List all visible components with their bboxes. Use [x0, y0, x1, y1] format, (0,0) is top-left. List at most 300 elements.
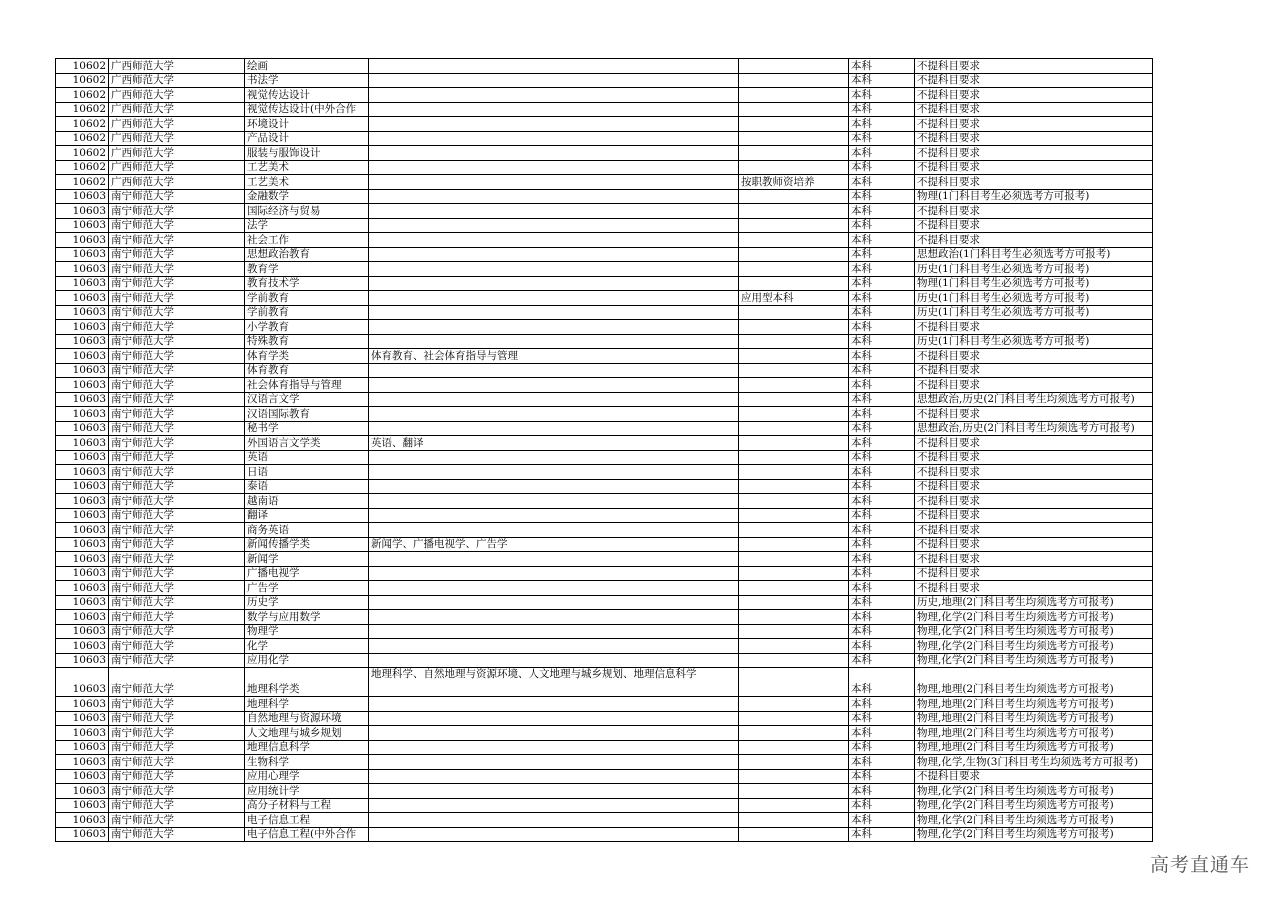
school-code-cell: 10603	[56, 262, 109, 277]
subject-requirement-cell: 物理,化学(2门科目考生均须选考方可报考)	[915, 813, 1153, 828]
school-code-cell: 10603	[56, 479, 109, 494]
school-name-cell: 南宁师范大学	[109, 378, 245, 393]
table-row	[56, 523, 1153, 538]
major-name-cell: 应用统计学	[245, 784, 369, 799]
school-code-cell: 10602	[56, 175, 109, 190]
level-cell: 本科	[849, 160, 915, 175]
remark-cell	[739, 233, 849, 248]
school-name-cell: 南宁师范大学	[109, 813, 245, 828]
included-majors-cell	[369, 421, 739, 436]
remark-cell	[739, 436, 849, 451]
school-name-cell: 南宁师范大学	[109, 305, 245, 320]
included-majors-cell	[369, 175, 739, 190]
major-name-cell: 绘画	[245, 59, 369, 74]
major-name-cell: 体育教育	[245, 363, 369, 378]
major-name-cell: 汉语国际教育	[245, 407, 369, 422]
school-code-cell: 10603	[56, 668, 109, 697]
included-majors-cell	[369, 291, 739, 306]
school-name-cell: 南宁师范大学	[109, 552, 245, 567]
included-majors-cell	[369, 740, 739, 755]
remark-cell	[739, 595, 849, 610]
level-cell: 本科	[849, 117, 915, 132]
included-majors-cell	[369, 784, 739, 799]
subject-requirement-cell: 不提科目要求	[915, 450, 1153, 465]
level-cell: 本科	[849, 88, 915, 103]
school-code-cell: 10603	[56, 508, 109, 523]
table-row	[56, 494, 1153, 509]
remark-cell	[739, 639, 849, 654]
subject-requirement-cell: 不提科目要求	[915, 465, 1153, 480]
school-name-cell: 南宁师范大学	[109, 784, 245, 799]
included-majors-cell	[369, 88, 739, 103]
school-code-cell: 10603	[56, 566, 109, 581]
remark-cell	[739, 305, 849, 320]
subject-requirement-cell: 不提科目要求	[915, 508, 1153, 523]
school-code-cell: 10603	[56, 755, 109, 770]
subject-requirement-cell: 历史(1门科目考生必须选考方可报考)	[915, 291, 1153, 306]
school-name-cell: 南宁师范大学	[109, 334, 245, 349]
remark-cell	[739, 537, 849, 552]
level-cell: 本科	[849, 740, 915, 755]
major-name-cell: 电子信息工程	[245, 813, 369, 828]
major-name-cell: 数学与应用数学	[245, 610, 369, 625]
level-cell: 本科	[849, 508, 915, 523]
school-name-cell: 南宁师范大学	[109, 392, 245, 407]
subject-requirement-cell: 不提科目要求	[915, 73, 1153, 88]
school-code-cell: 10603	[56, 218, 109, 233]
school-code-cell: 10603	[56, 436, 109, 451]
school-name-cell: 广西师范大学	[109, 73, 245, 88]
school-name-cell: 南宁师范大学	[109, 639, 245, 654]
major-name-cell: 高分子材料与工程	[245, 798, 369, 813]
remark-cell	[739, 407, 849, 422]
table-row	[56, 392, 1153, 407]
table-row	[56, 566, 1153, 581]
included-majors-cell	[369, 276, 739, 291]
school-name-cell: 南宁师范大学	[109, 189, 245, 204]
level-cell: 本科	[849, 726, 915, 741]
table-row	[56, 291, 1153, 306]
level-cell: 本科	[849, 827, 915, 842]
major-name-cell: 法学	[245, 218, 369, 233]
major-name-cell: 小学教育	[245, 320, 369, 335]
table-row	[56, 479, 1153, 494]
level-cell: 本科	[849, 73, 915, 88]
remark-cell	[739, 479, 849, 494]
remark-cell	[739, 204, 849, 219]
subject-requirement-cell: 不提科目要求	[915, 320, 1153, 335]
school-name-cell: 南宁师范大学	[109, 247, 245, 262]
remark-cell	[739, 581, 849, 596]
major-name-cell: 学前教育	[245, 291, 369, 306]
subject-requirement-cell: 物理,化学(2门科目考生均须选考方可报考)	[915, 610, 1153, 625]
level-cell: 本科	[849, 407, 915, 422]
included-majors-cell	[369, 711, 739, 726]
school-code-cell: 10603	[56, 523, 109, 538]
level-cell: 本科	[849, 421, 915, 436]
subject-requirement-cell: 历史(1门科目考生必须选考方可报考)	[915, 334, 1153, 349]
major-name-cell: 物理学	[245, 624, 369, 639]
remark-cell	[739, 349, 849, 364]
included-majors-cell	[369, 639, 739, 654]
table-row	[56, 59, 1153, 74]
school-name-cell: 广西师范大学	[109, 175, 245, 190]
level-cell: 本科	[849, 262, 915, 277]
table-row	[56, 305, 1153, 320]
major-name-cell: 服装与服饰设计	[245, 146, 369, 161]
level-cell: 本科	[849, 378, 915, 393]
subject-requirement-cell: 物理(1门科目考生必须选考方可报考)	[915, 189, 1153, 204]
school-code-cell: 10602	[56, 146, 109, 161]
major-name-cell: 外国语言文学类	[245, 436, 369, 451]
remark-cell: 按职教师资培养	[739, 175, 849, 190]
included-majors-cell	[369, 204, 739, 219]
table-row	[56, 233, 1153, 248]
school-name-cell: 南宁师范大学	[109, 537, 245, 552]
remark-cell	[739, 189, 849, 204]
major-name-cell: 金融数学	[245, 189, 369, 204]
included-majors-cell	[369, 117, 739, 132]
table-row	[56, 363, 1153, 378]
school-name-cell: 南宁师范大学	[109, 624, 245, 639]
table-row	[56, 726, 1153, 741]
level-cell: 本科	[849, 218, 915, 233]
subject-requirement-cell: 不提科目要求	[915, 523, 1153, 538]
level-cell: 本科	[849, 595, 915, 610]
table-row	[56, 146, 1153, 161]
table-row	[56, 784, 1153, 799]
remark-cell	[739, 668, 849, 697]
included-majors-cell: 体育教育、社会体育指导与管理	[369, 349, 739, 364]
major-name-cell: 泰语	[245, 479, 369, 494]
subject-requirement-cell: 物理,地理(2门科目考生均须选考方可报考)	[915, 726, 1153, 741]
remark-cell	[739, 247, 849, 262]
included-majors-cell	[369, 827, 739, 842]
subject-requirement-cell: 不提科目要求	[915, 117, 1153, 132]
school-name-cell: 广西师范大学	[109, 88, 245, 103]
subject-requirement-cell: 历史(1门科目考生必须选考方可报考)	[915, 262, 1153, 277]
level-cell: 本科	[849, 436, 915, 451]
school-code-cell: 10603	[56, 639, 109, 654]
subject-requirement-cell: 思想政治,历史(2门科目考生均须选考方可报考)	[915, 392, 1153, 407]
table-row	[56, 465, 1153, 480]
level-cell: 本科	[849, 233, 915, 248]
major-name-cell: 思想政治教育	[245, 247, 369, 262]
school-name-cell: 南宁师范大学	[109, 291, 245, 306]
major-name-cell: 电子信息工程(中外合作	[245, 827, 369, 842]
subject-requirement-cell: 不提科目要求	[915, 59, 1153, 74]
included-majors-cell	[369, 581, 739, 596]
remark-cell	[739, 421, 849, 436]
table-row	[56, 581, 1153, 596]
level-cell: 本科	[849, 581, 915, 596]
major-name-cell: 视觉传达设计(中外合作	[245, 102, 369, 117]
school-name-cell: 广西师范大学	[109, 102, 245, 117]
school-name-cell: 广西师范大学	[109, 59, 245, 74]
school-code-cell: 10602	[56, 88, 109, 103]
included-majors-cell: 英语、翻译	[369, 436, 739, 451]
school-code-cell: 10603	[56, 610, 109, 625]
included-majors-cell	[369, 813, 739, 828]
included-majors-cell	[369, 131, 739, 146]
table-row	[56, 813, 1153, 828]
included-majors-cell	[369, 465, 739, 480]
school-name-cell: 南宁师范大学	[109, 204, 245, 219]
school-name-cell: 南宁师范大学	[109, 349, 245, 364]
included-majors-cell	[369, 624, 739, 639]
included-majors-cell	[369, 697, 739, 712]
included-majors-cell: 地理科学、自然地理与资源环境、人文地理与城乡规划、地理信息科学	[369, 668, 739, 697]
major-name-cell: 日语	[245, 465, 369, 480]
table-row	[56, 175, 1153, 190]
level-cell: 本科	[849, 291, 915, 306]
school-name-cell: 南宁师范大学	[109, 668, 245, 697]
table-row	[56, 653, 1153, 668]
subject-requirement-cell: 历史,地理(2门科目考生均须选考方可报考)	[915, 595, 1153, 610]
included-majors-cell	[369, 233, 739, 248]
subject-requirement-cell: 物理,化学,生物(3门科目考生均须选考方可报考)	[915, 755, 1153, 770]
included-majors-cell	[369, 769, 739, 784]
subject-requirement-cell: 物理(1门科目考生必须选考方可报考)	[915, 276, 1153, 291]
major-name-cell: 书法学	[245, 73, 369, 88]
table-row	[56, 189, 1153, 204]
level-cell: 本科	[849, 755, 915, 770]
table-row	[56, 711, 1153, 726]
table-row	[56, 421, 1153, 436]
remark-cell	[739, 784, 849, 799]
school-name-cell: 南宁师范大学	[109, 320, 245, 335]
major-name-cell: 翻译	[245, 508, 369, 523]
remark-cell	[739, 218, 849, 233]
school-code-cell: 10603	[56, 349, 109, 364]
major-name-cell: 地理科学类	[245, 668, 369, 697]
school-code-cell: 10603	[56, 334, 109, 349]
major-name-cell: 历史学	[245, 595, 369, 610]
school-code-cell: 10603	[56, 697, 109, 712]
included-majors-cell	[369, 494, 739, 509]
school-code-cell: 10603	[56, 363, 109, 378]
major-name-cell: 社会体育指导与管理	[245, 378, 369, 393]
level-cell: 本科	[849, 769, 915, 784]
school-code-cell: 10603	[56, 421, 109, 436]
level-cell: 本科	[849, 479, 915, 494]
included-majors-cell	[369, 189, 739, 204]
subject-requirement-cell: 不提科目要求	[915, 581, 1153, 596]
table-row	[56, 204, 1153, 219]
school-code-cell: 10603	[56, 581, 109, 596]
included-majors-cell	[369, 146, 739, 161]
subject-requirement-cell: 物理,化学(2门科目考生均须选考方可报考)	[915, 639, 1153, 654]
level-cell: 本科	[849, 363, 915, 378]
table-row	[56, 131, 1153, 146]
table-row	[56, 378, 1153, 393]
remark-cell	[739, 552, 849, 567]
included-majors-cell	[369, 334, 739, 349]
subject-requirement-cell: 不提科目要求	[915, 769, 1153, 784]
school-code-cell: 10603	[56, 769, 109, 784]
school-name-cell: 南宁师范大学	[109, 262, 245, 277]
school-code-cell: 10603	[56, 537, 109, 552]
remark-cell	[739, 740, 849, 755]
school-code-cell: 10603	[56, 378, 109, 393]
subject-requirement-cell: 物理,化学(2门科目考生均须选考方可报考)	[915, 653, 1153, 668]
major-name-cell: 越南语	[245, 494, 369, 509]
school-name-cell: 南宁师范大学	[109, 610, 245, 625]
table-row	[56, 349, 1153, 364]
school-name-cell: 南宁师范大学	[109, 508, 245, 523]
school-code-cell: 10603	[56, 320, 109, 335]
subject-requirement-cell: 物理,地理(2门科目考生均须选考方可报考)	[915, 740, 1153, 755]
school-name-cell: 南宁师范大学	[109, 421, 245, 436]
table-row	[56, 624, 1153, 639]
table-row	[56, 262, 1153, 277]
school-name-cell: 南宁师范大学	[109, 494, 245, 509]
level-cell: 本科	[849, 247, 915, 262]
major-name-cell: 地理信息科学	[245, 740, 369, 755]
subject-requirement-cell: 不提科目要求	[915, 131, 1153, 146]
school-code-cell: 10603	[56, 204, 109, 219]
major-name-cell: 特殊教育	[245, 334, 369, 349]
remark-cell	[739, 131, 849, 146]
major-name-cell: 环境设计	[245, 117, 369, 132]
remark-cell: 应用型本科	[739, 291, 849, 306]
table-row	[56, 407, 1153, 422]
included-majors-cell	[369, 479, 739, 494]
major-name-cell: 工艺美术	[245, 160, 369, 175]
table-row	[56, 160, 1153, 175]
school-code-cell: 10602	[56, 59, 109, 74]
major-name-cell: 工艺美术	[245, 175, 369, 190]
major-name-cell: 学前教育	[245, 305, 369, 320]
remark-cell	[739, 508, 849, 523]
subject-requirement-cell: 思想政治,历史(2门科目考生均须选考方可报考)	[915, 421, 1153, 436]
remark-cell	[739, 827, 849, 842]
included-majors-cell	[369, 102, 739, 117]
subject-requirement-cell: 不提科目要求	[915, 378, 1153, 393]
school-name-cell: 南宁师范大学	[109, 450, 245, 465]
remark-cell	[739, 88, 849, 103]
table-row	[56, 798, 1153, 813]
remark-cell	[739, 363, 849, 378]
level-cell: 本科	[849, 189, 915, 204]
subject-requirement-cell: 物理,化学(2门科目考生均须选考方可报考)	[915, 827, 1153, 842]
admission-table	[55, 58, 1153, 842]
remark-cell	[739, 102, 849, 117]
remark-cell	[739, 117, 849, 132]
table-row	[56, 740, 1153, 755]
remark-cell	[739, 59, 849, 74]
subject-requirement-cell: 物理,地理(2门科目考生均须选考方可报考)	[915, 668, 1153, 697]
included-majors-cell	[369, 450, 739, 465]
included-majors-cell	[369, 407, 739, 422]
major-name-cell: 英语	[245, 450, 369, 465]
school-code-cell: 10602	[56, 131, 109, 146]
remark-cell	[739, 653, 849, 668]
table-row	[56, 88, 1153, 103]
school-name-cell: 南宁师范大学	[109, 740, 245, 755]
major-name-cell: 应用心理学	[245, 769, 369, 784]
subject-requirement-cell: 不提科目要求	[915, 363, 1153, 378]
remark-cell	[739, 813, 849, 828]
subject-requirement-cell: 物理,地理(2门科目考生均须选考方可报考)	[915, 711, 1153, 726]
remark-cell	[739, 146, 849, 161]
table-row	[56, 610, 1153, 625]
major-name-cell: 新闻传播学类	[245, 537, 369, 552]
level-cell: 本科	[849, 494, 915, 509]
school-code-cell: 10603	[56, 247, 109, 262]
level-cell: 本科	[849, 334, 915, 349]
included-majors-cell	[369, 378, 739, 393]
subject-requirement-cell: 不提科目要求	[915, 479, 1153, 494]
subject-requirement-cell: 不提科目要求	[915, 552, 1153, 567]
school-name-cell: 南宁师范大学	[109, 465, 245, 480]
table-row	[56, 827, 1153, 842]
school-code-cell: 10603	[56, 726, 109, 741]
school-code-cell: 10602	[56, 117, 109, 132]
school-code-cell: 10603	[56, 189, 109, 204]
subject-requirement-cell: 不提科目要求	[915, 407, 1153, 422]
table-row	[56, 769, 1153, 784]
level-cell: 本科	[849, 523, 915, 538]
school-code-cell: 10602	[56, 73, 109, 88]
major-name-cell: 地理科学	[245, 697, 369, 712]
major-name-cell: 商务英语	[245, 523, 369, 538]
table-row	[56, 639, 1153, 654]
level-cell: 本科	[849, 813, 915, 828]
subject-requirement-cell: 不提科目要求	[915, 218, 1153, 233]
remark-cell	[739, 726, 849, 741]
subject-requirement-cell: 思想政治(1门科目考生必须选考方可报考)	[915, 247, 1153, 262]
school-code-cell: 10602	[56, 160, 109, 175]
school-name-cell: 广西师范大学	[109, 160, 245, 175]
remark-cell	[739, 465, 849, 480]
level-cell: 本科	[849, 697, 915, 712]
level-cell: 本科	[849, 784, 915, 799]
school-code-cell: 10603	[56, 624, 109, 639]
subject-requirement-cell: 物理,化学(2门科目考生均须选考方可报考)	[915, 798, 1153, 813]
school-code-cell: 10603	[56, 305, 109, 320]
major-name-cell: 广播电视学	[245, 566, 369, 581]
remark-cell	[739, 566, 849, 581]
major-name-cell: 秘书学	[245, 421, 369, 436]
included-majors-cell	[369, 798, 739, 813]
table-row	[56, 436, 1153, 451]
subject-requirement-cell: 物理,化学(2门科目考生均须选考方可报考)	[915, 784, 1153, 799]
watermark: 高考直通车	[1149, 854, 1250, 876]
included-majors-cell	[369, 247, 739, 262]
included-majors-cell	[369, 262, 739, 277]
included-majors-cell	[369, 552, 739, 567]
subject-requirement-cell: 不提科目要求	[915, 204, 1153, 219]
school-name-cell: 南宁师范大学	[109, 523, 245, 538]
included-majors-cell	[369, 160, 739, 175]
table-row	[56, 668, 1153, 697]
school-name-cell: 南宁师范大学	[109, 595, 245, 610]
major-name-cell: 教育技术学	[245, 276, 369, 291]
subject-requirement-cell: 不提科目要求	[915, 436, 1153, 451]
school-name-cell: 南宁师范大学	[109, 407, 245, 422]
level-cell: 本科	[849, 653, 915, 668]
remark-cell	[739, 378, 849, 393]
school-name-cell: 南宁师范大学	[109, 653, 245, 668]
major-name-cell: 应用化学	[245, 653, 369, 668]
table-row	[56, 755, 1153, 770]
school-code-cell: 10603	[56, 711, 109, 726]
school-code-cell: 10603	[56, 798, 109, 813]
table-row	[56, 537, 1153, 552]
table-row	[56, 102, 1153, 117]
table-row	[56, 508, 1153, 523]
